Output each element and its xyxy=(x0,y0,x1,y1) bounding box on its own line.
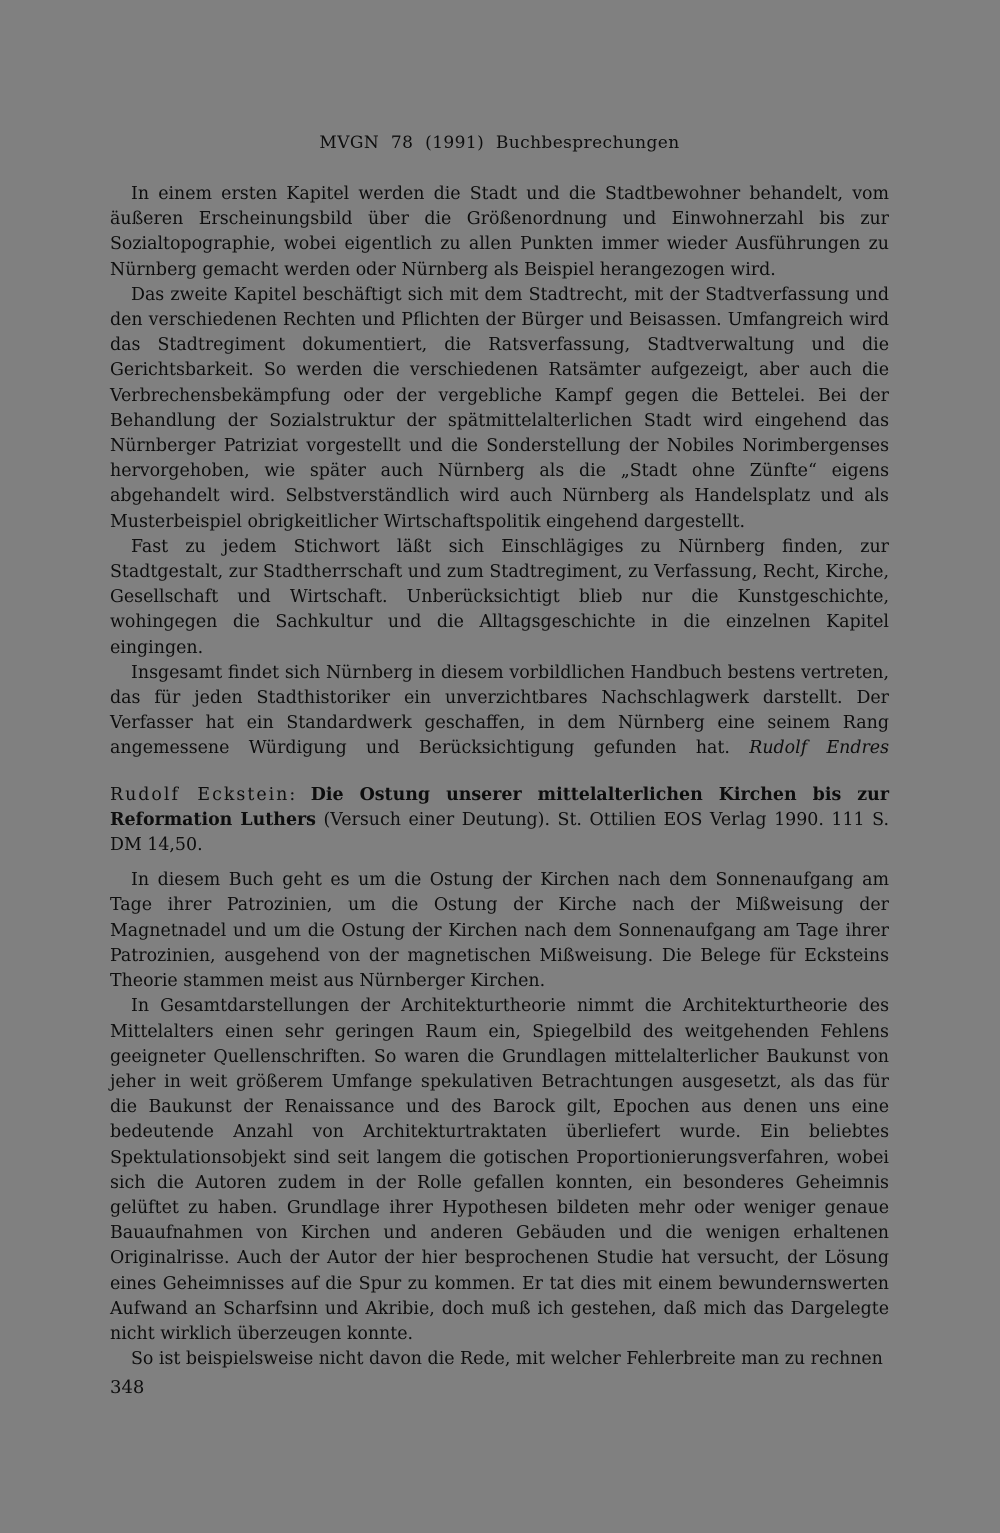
review2-heading xyxy=(110,783,889,859)
review1-paragraph-2: Das zweite Kapitel beschäftigt sich mit dem Stadtrecht, mit der Stadtverfassung und den verschiedenen Rechten und Pflichten der Bürger und Beisassen. Umfangreich wird das Stadtregiment dokumentiert, die Ratsverfassung, Stadtverwaltung und die Gerichtsbarkeit. So werden die verschiedenen Ratsämter aufgezeigt, aber auch die Verbrechensbekämpfung oder der vergebliche Kampf gegen die Bettelei. Bei der Behandlung der Sozialstruktur der spätmittelalterlichen Stadt wird eingehend das Nürnberger Patriziat vorgestellt und die Sonderstellung der Nobiles Norimbergenses hervorgehoben, wie später auch Nürnberg als die „Stadt ohne Zünfte“ eigens abgehandelt wird. Selbstverständlich wird auch Nürnberg als Handelsplatz und als Musterbeispiel obrigkeitlicher Wirtschaftspolitik eingehend dargestellt. xyxy=(110,284,889,532)
review1-paragraph-3: Fast zu jedem Stichwort läßt sich Einschlägiges zu Nürnberg finden, zur Stadtgestalt, zur Stadtherrschaft und zum Stadtregiment, zu Verfassung, Recht, Kirche, Gesellschaft und Wirtschaft. Unberücksichtigt blieb nur die Kunstgeschichte, wohingegen die Sachkultur und die Alltagsgeschichte in die einzelnen Kapitel eingingen. xyxy=(110,536,889,658)
book-details: (Versuch einer Deutung). St. Ottilien EOS Verlag 1990. 111 S. DM 14,50. xyxy=(110,809,890,856)
review1-paragraph-1: In einem ersten Kapitel werden die Stadt und die Stadtbewohner behandelt, vom äußeren Erscheinungsbild über die Größenordnung und Einwohnerzahl bis zur Sozialtopographie, wobei eigentlich zu allen Punkten immer wieder Ausführungen zu Nürnberg gemacht werden oder Nürnberg als Beispiel herangezogen wird. xyxy=(110,184,889,280)
review2-paragraph-1: In diesem Buch geht es um die Ostung der Kirchen nach dem Sonnenaufgang am Tage ihrer Patrozinien, um die Ostung der Kirche nach der Mißweisung der Magnetnadel und um die Ostung der Kirchen nach dem Sonnenaufgang am Tage ihrer Patrozinien, ausgehend von der magnetischen Mißweisung. Die Belege für Ecksteins Theorie stammen meist aus Nürnberger Kirchen. xyxy=(110,870,889,992)
book-author: Rudolf Eckstein xyxy=(110,784,290,805)
page-number: 348 xyxy=(110,1377,145,1398)
running-head: MVGN 78 (1991) Buchbesprechungen xyxy=(319,133,680,153)
review1-paragraph-4 xyxy=(110,661,889,762)
body-text xyxy=(110,182,889,1372)
author-separator: : xyxy=(289,784,311,805)
review2-paragraph-2: In Gesamtdarstellungen der Architekturtheorie nimmt die Architekturtheorie des Mittelalters einen sehr geringen Raum ein, Spiegelbild des weitgehenden Fehlens geeigneter Quellenschriften. So waren die Grundlagen mittelalterlicher Baukunst von jeher in weit größerem Umfange spekulativen Betrachtungen ausgesetzt, als das für die Baukunst der Renaissance und des Barock gilt, Epochen aus denen uns eine bedeutende Anzahl von Architekturtraktaten überliefert wurde. Ein beliebtes Spektulationsobjekt sind seit langem die gotischen Proportionierungsverfahren, wobei sich die Autoren zudem in der Rolle gefallen konnten, ein besonderes Geheimnis gelüftet zu haben. Grundlage ihrer Hypothesen bildeten mehr oder weniger genaue Bauaufnahmen von Kirchen und anderen Gebäuden und die wenigen erhaltenen Originalrisse. Auch der Autor der hier besprochenen Studie hat versucht, der Lösung eines Geheimnisses auf die Spur zu kommen. Er tat dies mit einem bewundernswerten Aufwand an Scharfsinn und Akribie, doch muß ich gestehen, daß mich das Dargelegte nicht wirklich überzeugen konnte. xyxy=(110,996,889,1344)
book-title: Die Ostung unserer mittelalterlichen Kirchen bis zur Reformation Luthers xyxy=(110,784,889,830)
review1-paragraph-4-text: Insgesamt findet sich Nürnberg in diesem vorbildlichen Handbuch bestens vertreten, das für jeden Stadthistoriker ein unverzichtbares Nachschlagwerk darstellt. Der Verfasser hat ein Standardwerk geschaffen, in dem Nürnberg eine seinem Rang angemessene Würdigung und Berücksichtigung gefunden hat. xyxy=(110,662,889,759)
reviewer-signature: Rudolf Endres xyxy=(749,738,889,759)
document-page xyxy=(110,0,889,1533)
review2-paragraph-3: So ist beispielsweise nicht davon die Rede, mit welcher Fehlerbreite man zu rechnen xyxy=(131,1349,883,1370)
